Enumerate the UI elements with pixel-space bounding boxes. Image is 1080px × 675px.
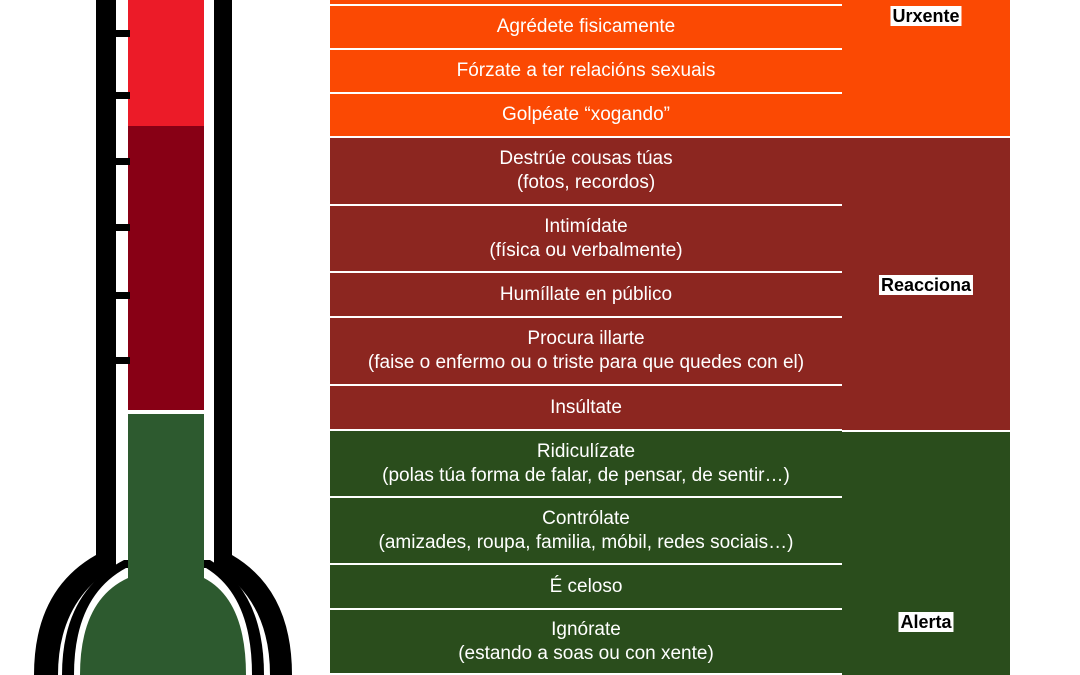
behaviour-row (330, 206, 842, 273)
behaviour-detail: (fotos, recordos) (516, 172, 656, 193)
scale-tick (116, 30, 130, 37)
level-label-react: Reacciona (880, 275, 972, 295)
behaviour-detail: (estando a soas ou con xente) (458, 642, 714, 664)
behaviour-detail: (física ou verbalmente) (489, 239, 683, 261)
behaviour-text: Procura illarte (527, 328, 645, 349)
level-label-alert: Alerta (900, 612, 952, 632)
behaviour-row (330, 565, 842, 610)
behaviour-row (330, 94, 842, 138)
behaviour-detail: (faise o enfermo ou o triste para que quedes con el) (367, 352, 805, 373)
behaviour-text: Ridiculízate (536, 440, 636, 462)
scale-tick (116, 292, 130, 299)
thermometer-fill-react (128, 126, 204, 410)
behaviour-text: Agrédete fisicamente (496, 16, 676, 37)
behaviour-row (330, 138, 842, 206)
behaviour-text: Golpéate “xogando” (502, 104, 670, 125)
behaviour-detail: (polas túa forma de falar, de pensar, de sentir…) (382, 464, 790, 486)
behaviour-text: Intimídate (544, 215, 628, 237)
behaviour-row (330, 318, 842, 386)
behaviour-detail: (amizades, roupa, familia, móbil, redes sociais…) (378, 531, 794, 553)
scale-tick (116, 158, 130, 165)
behaviour-text: Ignórate (551, 618, 621, 640)
behaviour-row (330, 6, 842, 50)
level-band-react (842, 138, 1010, 430)
behaviour-row (330, 273, 842, 318)
behaviour-row (330, 498, 842, 565)
behaviour-text: Contrólate (542, 507, 630, 529)
behaviour-text: Humíllate en público (499, 283, 673, 305)
behaviour-row (330, 431, 842, 498)
behaviour-text: Fórzate a ter relacións sexuais (456, 60, 716, 81)
behaviour-text: É celoso (549, 575, 623, 597)
scale-tick (116, 92, 130, 99)
behaviour-text: Destrúe cousas túas (499, 148, 673, 169)
behaviour-row (330, 50, 842, 94)
behaviour-text: Insúltate (550, 396, 622, 418)
scale-tick (116, 357, 130, 364)
level-label-urgent: Urxente (892, 6, 960, 26)
thermometer (0, 0, 330, 675)
level-band-urgent (842, 0, 1010, 136)
level-band-alert (842, 432, 1010, 675)
behaviour-row (330, 610, 842, 675)
thermometer-fill-urgent (128, 0, 204, 126)
scale-tick (116, 224, 130, 231)
behaviour-row (330, 386, 842, 431)
